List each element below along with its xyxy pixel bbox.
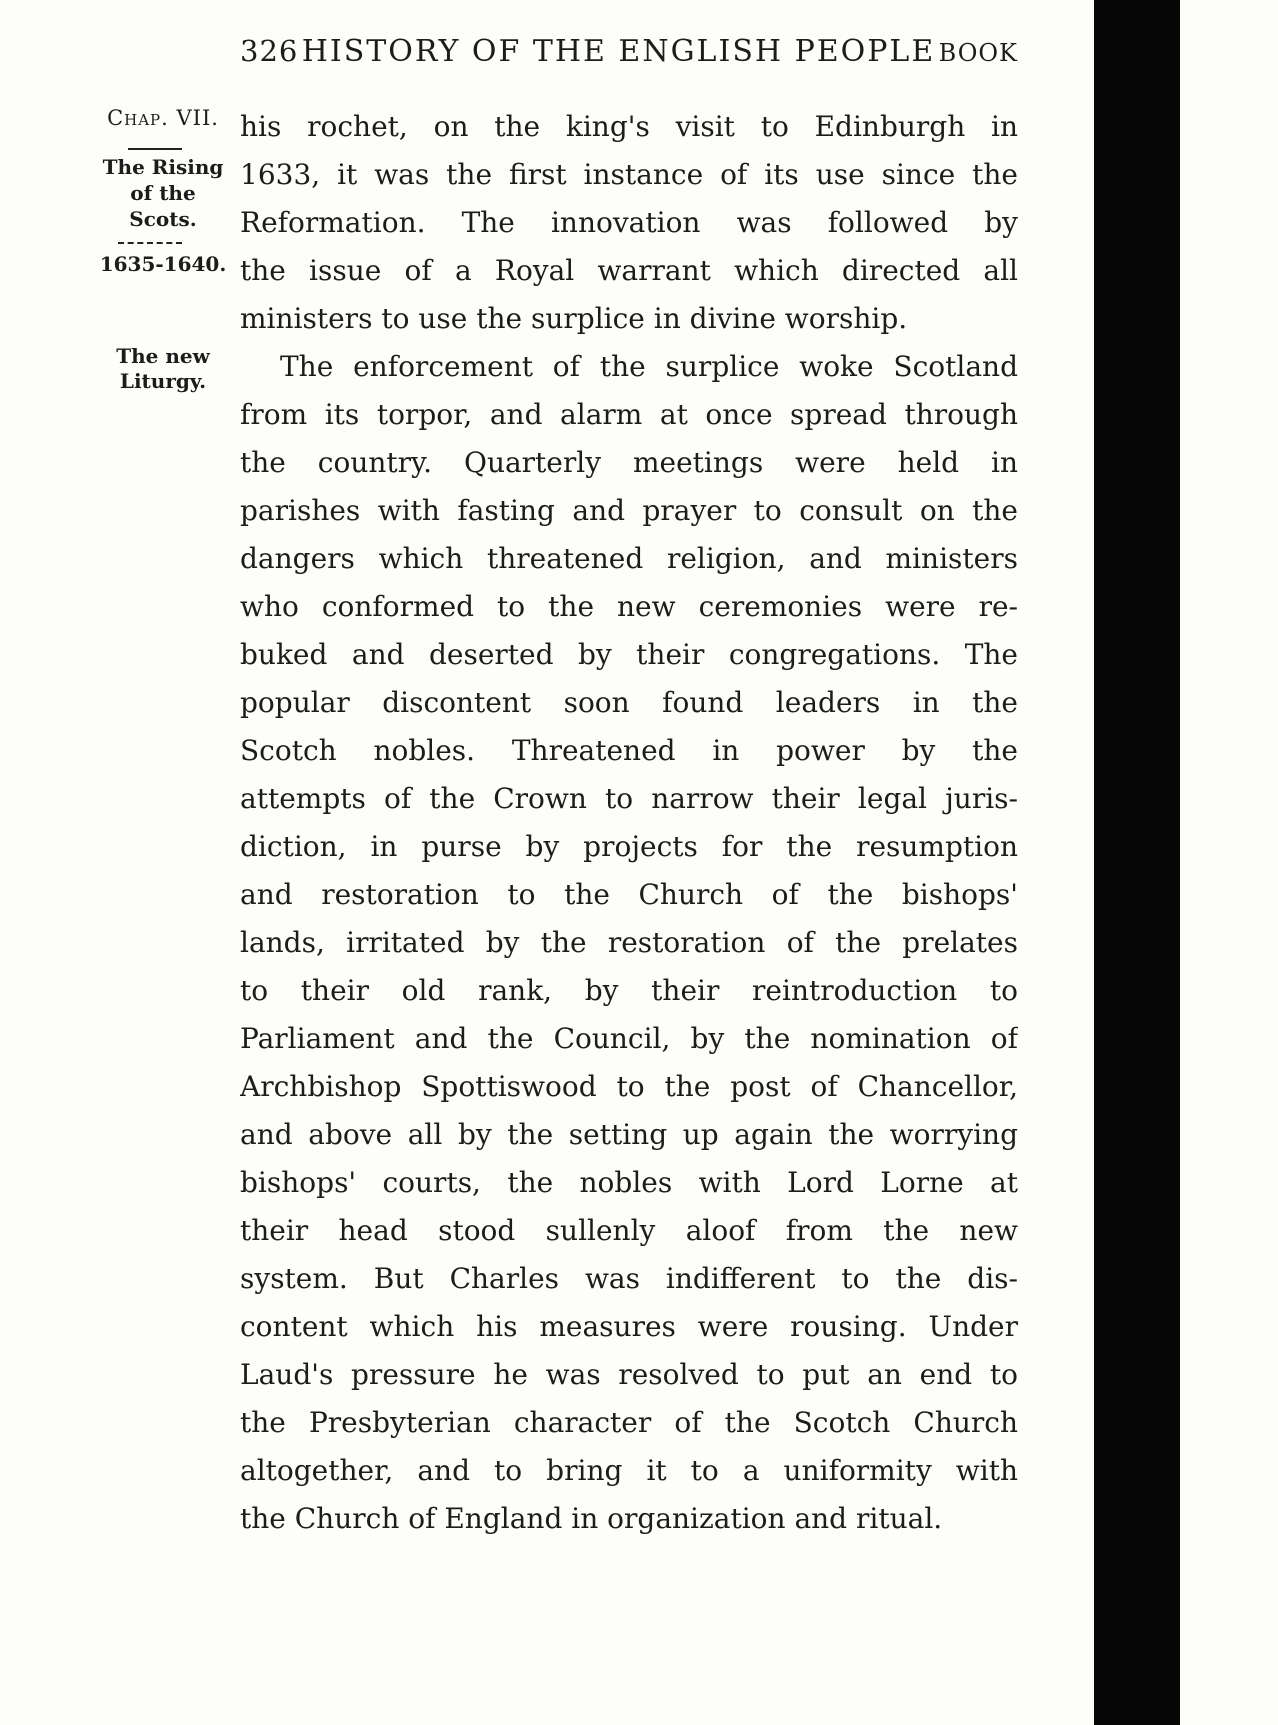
text-line: their head stood sullenly aloof from the new: [240, 1214, 1018, 1247]
text-line: from its torpor, and alarm at once spread through: [240, 398, 1018, 431]
chapter-rule: [128, 148, 182, 150]
margin-note-chapter: Chap. VII.: [107, 106, 219, 130]
text-line: Parliament and the Council, by the nomination of: [240, 1022, 1018, 1055]
margin-note-date: 1635-1640.: [99, 252, 227, 276]
text-line: altogether, and to bring it to a uniformity with: [240, 1454, 1018, 1487]
margin-note-line: The new: [116, 344, 210, 368]
header-book-label: BOOK: [938, 39, 1018, 67]
running-header: [240, 34, 1018, 69]
scots-rule: [118, 242, 182, 244]
text-line: who conformed to the new ceremonies were re-: [240, 590, 1018, 623]
margin-note-line: Liturgy.: [119, 369, 207, 393]
text-line: and above all by the setting up again the worrying: [240, 1118, 1018, 1151]
text-block: [240, 103, 1018, 1543]
margin-note-line: of the: [130, 181, 196, 205]
text-line: ministers to use the surplice in divine worship.: [240, 302, 908, 335]
page-number: 326: [240, 34, 299, 68]
text-line: Reformation. The innovation was followed by: [240, 206, 1018, 239]
text-line: The enforcement of the surplice woke Scotland: [280, 350, 1018, 383]
text-line: buked and deserted by their congregations. The: [240, 638, 1018, 671]
text-line: to their old rank, by their reintroduction to: [240, 974, 1018, 1007]
text-line: diction, in purse by projects for the resumption: [240, 830, 1018, 863]
text-line: dangers which threatened religion, and ministers: [240, 542, 1018, 575]
text-line: his rochet, on the king's visit to Edinburgh in: [240, 110, 1018, 143]
text-line: Laud's pressure he was resolved to put an end to: [240, 1358, 1018, 1391]
paragraph: [240, 103, 1018, 343]
text-line: popular discontent soon found leaders in the: [240, 686, 1018, 719]
text-line: parishes with fasting and prayer to consult on the: [240, 494, 1018, 527]
margin-note-liturgy: [88, 344, 238, 394]
text-line: lands, irritated by the restoration of the prelates: [240, 926, 1018, 959]
margin-note-line: The Rising: [102, 155, 224, 179]
text-line: the Presbyterian character of the Scotch Church: [240, 1406, 1018, 1439]
text-line: the Church of England in organization and ritual.: [240, 1502, 943, 1535]
margin-note-line: Scots.: [129, 207, 197, 231]
header-title: HISTORY OF THE ENGLISH PEOPLE: [301, 34, 936, 69]
text-line: and restoration to the Church of the bishops': [240, 878, 1018, 911]
text-line: content which his measures were rousing. Under: [240, 1310, 1018, 1343]
text-line: bishops' courts, the nobles with Lord Lorne at: [240, 1166, 1018, 1199]
scan-gutter-bar: [1094, 0, 1180, 1725]
text-line: 1633, it was the first instance of its use since the: [240, 158, 1018, 191]
paragraph: [240, 343, 1018, 1543]
text-line: the country. Quarterly meetings were held in: [240, 446, 1018, 479]
margin-note-rising: [88, 154, 238, 232]
text-line: system. But Charles was indifferent to the dis-: [240, 1262, 1018, 1295]
text-line: the issue of a Royal warrant which directed all: [240, 254, 1018, 287]
text-line: Scotch nobles. Threatened in power by the: [240, 734, 1018, 767]
text-line: Archbishop Spottiswood to the post of Chancellor,: [240, 1070, 1018, 1103]
text-line: attempts of the Crown to narrow their legal juris-: [240, 782, 1018, 815]
